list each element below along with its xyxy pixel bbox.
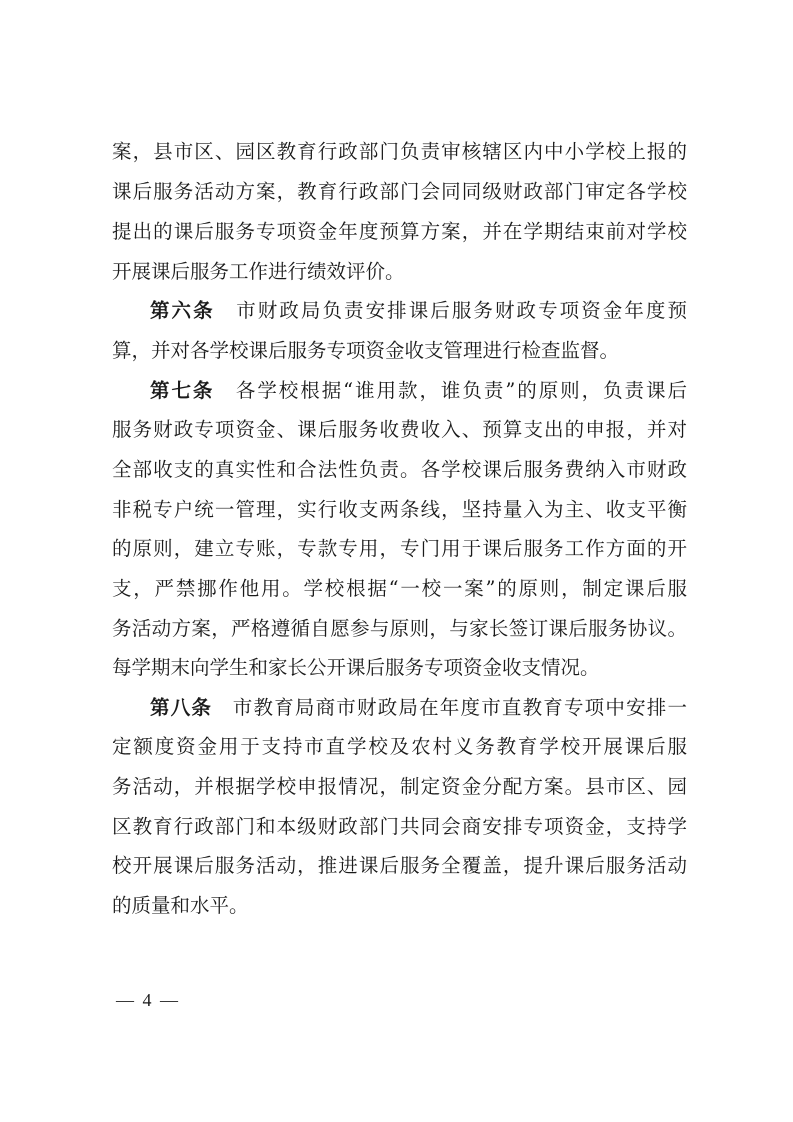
paragraph-line: 校开展课后服务活动，推进课后服务全覆盖，提升课后服务活动 bbox=[112, 854, 687, 877]
page-number: — 4 — bbox=[116, 990, 180, 1010]
paragraph-line: 务活动方案，严格遵循自愿参与原则，与家长签订课后服务协议。 bbox=[112, 617, 687, 640]
paragraph-line: 每学期末向学生和家长公开课后服务专项资金收支情况。 bbox=[112, 656, 600, 679]
paragraph-line: 服务财政专项资金、课后服务收费收入、预算支出的申报，并对 bbox=[112, 418, 687, 441]
article-6-text: 市财政局负责安排课后服务财政专项资金年度预 bbox=[234, 299, 687, 322]
paragraph-line: 全部收支的真实性和合法性负责。各学校课后服务费纳入市财政 bbox=[112, 458, 687, 481]
paragraph-line: 务活动，并根据学校申报情况，制定资金分配方案。县市区、园 bbox=[112, 775, 687, 798]
article-7-first-line bbox=[150, 379, 687, 403]
article-8-heading: 第八条 bbox=[150, 696, 213, 719]
paragraph-line: 提出的课后服务专项资金年度预算方案，并在学期结束前对学校 bbox=[112, 220, 687, 243]
article-8-first-line bbox=[150, 696, 687, 720]
article-6-heading: 第六条 bbox=[150, 299, 215, 322]
article-6-first-line bbox=[150, 299, 687, 323]
paragraph-line: 的原则，建立专账，专款专用，专门用于课后服务工作方面的开 bbox=[112, 537, 687, 560]
article-7-heading: 第七条 bbox=[150, 379, 215, 402]
paragraph-line: 算，并对各学校课后服务专项资金收支管理进行检查监督。 bbox=[112, 339, 620, 362]
paragraph-line: 开展课后服务工作进行绩效评价。 bbox=[112, 260, 405, 283]
article-7-text: 各学校根据“谁用款，谁负责”的原则，负责课后 bbox=[233, 379, 687, 402]
paragraph-line: 课后服务活动方案，教育行政部门会同同级财政部门审定各学校 bbox=[112, 180, 687, 203]
paragraph-line: 支，严禁挪作他用。学校根据“一校一案”的原则，制定课后服 bbox=[112, 577, 687, 600]
paragraph-line: 定额度资金用于支持市直学校及农村义务教育学校开展课后服 bbox=[112, 735, 687, 758]
article-8-text: 市教育局商市财政局在年度市直教育专项中安排一 bbox=[231, 696, 687, 719]
paragraph-line: 区教育行政部门和本级财政部门共同会商安排专项资金，支持学 bbox=[112, 815, 687, 838]
paragraph-line: 的质量和水平。 bbox=[112, 894, 249, 917]
paragraph-line: 非税专户统一管理，实行收支两条线，坚持量入为主、收支平衡 bbox=[112, 498, 687, 521]
paragraph-line: 案，县市区、园区教育行政部门负责审核辖区内中小学校上报的 bbox=[112, 140, 687, 163]
